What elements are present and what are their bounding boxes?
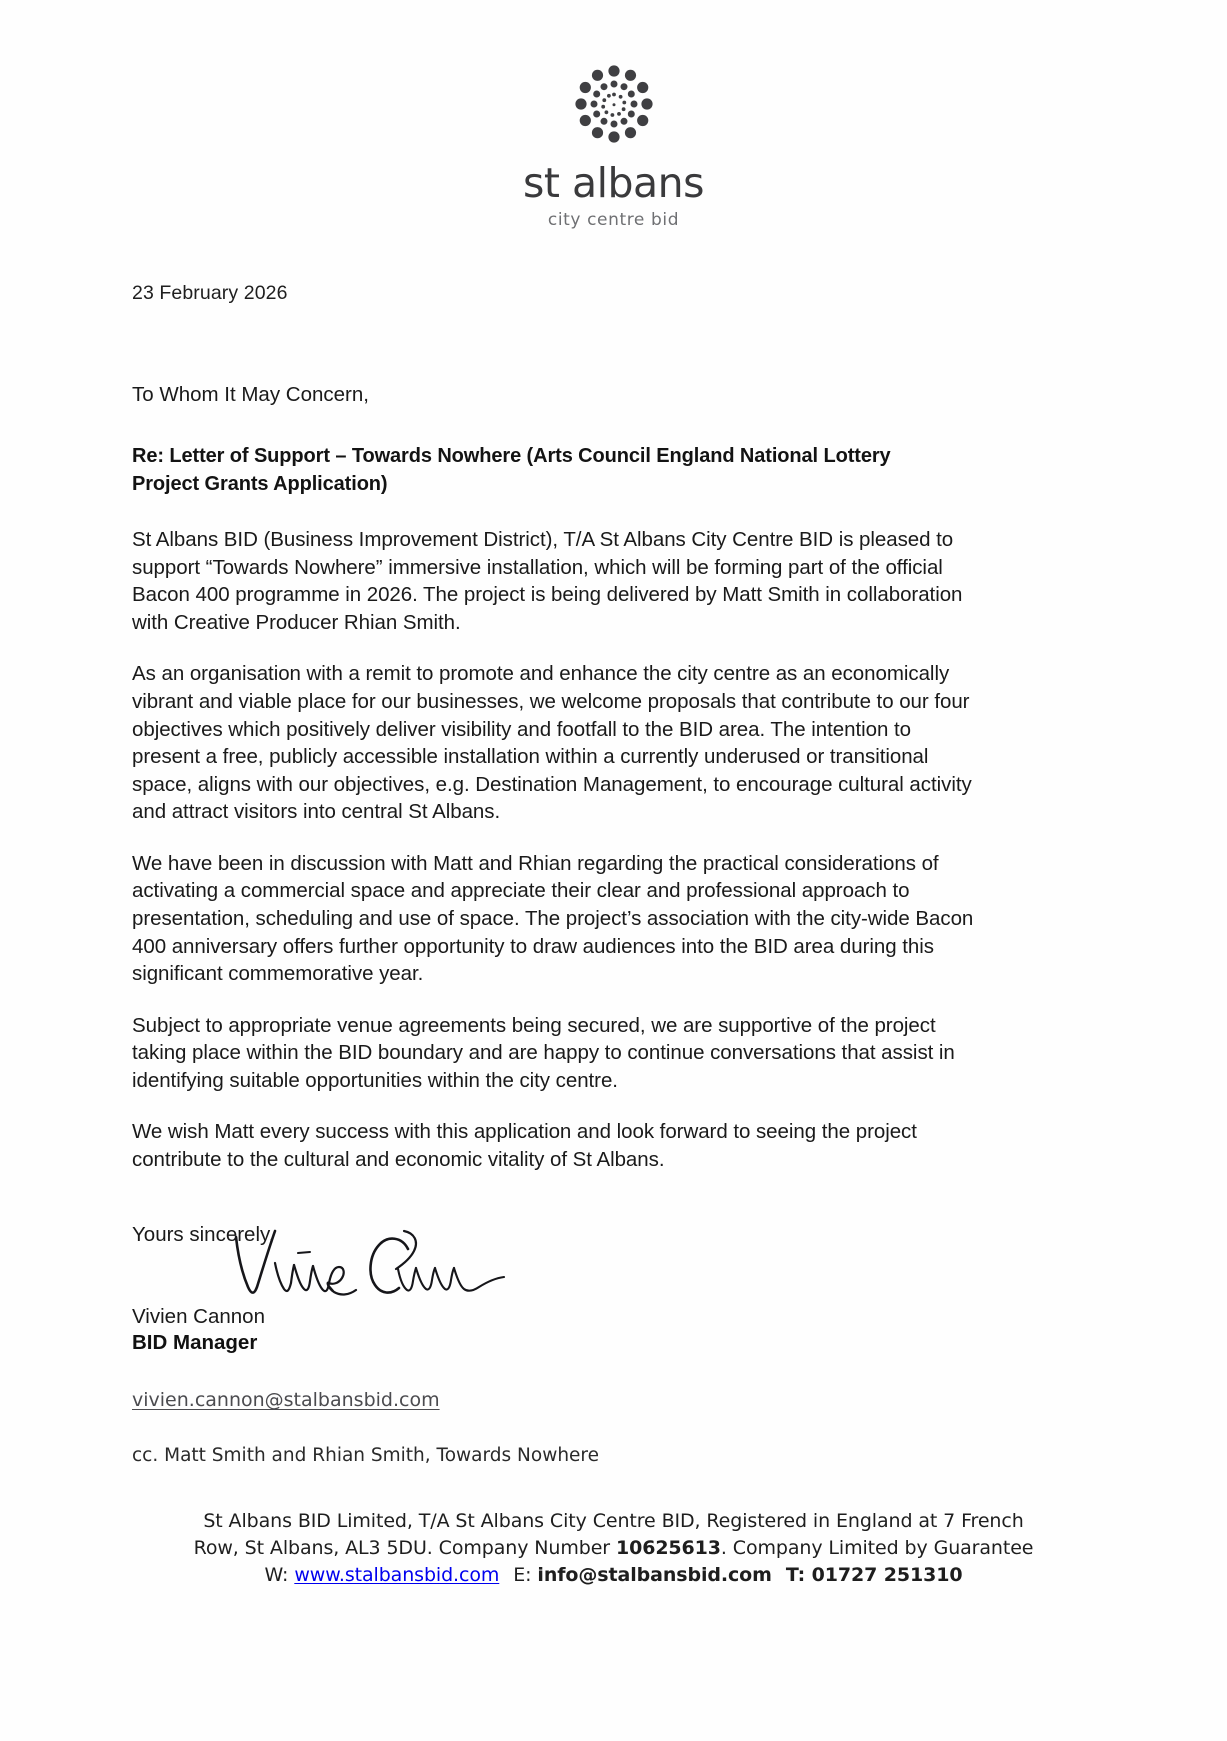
radial-dot-burst-logo-icon — [558, 58, 670, 154]
body-paragraph-5: We wish Matt every success with this application and look forward to seeing the project contribute to the cultural and economic vitality of St Albans. — [132, 1120, 917, 1171]
footer-company-number: 10625613 — [615, 1537, 721, 1560]
handwritten-signature-icon — [176, 1225, 506, 1313]
body-paragraph-1: St Albans BID (Business Improvement District), T/A St Albans City Centre BID is pleased to support “Towards Nowhere” immersive installation, which will be forming part of the official Bacon 400 programme in 2026. The project is being delivered by Matt Smith in collaboration with Creative Producer Rhian Smith. — [132, 528, 963, 634]
footer-phone-value: 01727 251310 — [811, 1564, 963, 1587]
logo-tagline: city centre bid — [547, 210, 680, 231]
signatory-title: BID Manager — [132, 1331, 258, 1355]
cc-line: cc. Matt Smith and Rhian Smith, Towards Nowhere — [132, 1445, 600, 1467]
footer-guarantee-text: . Company Limited by Guarantee — [720, 1537, 1034, 1560]
closing-line: Yours sincerely, — [132, 1223, 275, 1247]
signatory-email-link[interactable]: vivien.cannon@stalbansbid.com — [132, 1389, 440, 1412]
letterhead — [0, 0, 1227, 230]
logo-wordmark: st albans — [523, 159, 704, 207]
footer-email-value[interactable]: info@stalbansbid.com — [537, 1564, 772, 1587]
footer-registration-text: Row, St Albans, AL3 5DU. Company Number — [193, 1537, 616, 1560]
subject-line-2: Project Grants Application) — [132, 472, 388, 495]
body-paragraph-2: As an organisation with a remit to promote and enhance the city centre as an economically vibrant and viable place for our businesses, we welcome proposals that contribute to our four objectives which positively deliver visibility and footfall to the BID area. The intention to present a free, publicly accessible installation within a currently underused or transitional space, aligns with our objectives, e.g. Destination Management, to encourage cultural activity and attract visitors into central St Albans. — [132, 662, 972, 824]
footer-line-1: St Albans BID Limited, T/A St Albans City Centre BID, Registered in England at 7 French — [203, 1510, 1024, 1533]
signatory-name: Vivien Cannon — [132, 1305, 265, 1329]
subject-line-1: Re: Letter of Support – Towards Nowhere (Arts Council England National Lottery — [132, 445, 891, 468]
salutation: To Whom It May Concern, — [132, 383, 369, 407]
footer-website-link[interactable]: www.stalbansbid.com — [294, 1564, 500, 1587]
footer-line-2 — [110, 1535, 1117, 1562]
footer-contact-line — [110, 1562, 1117, 1589]
page-footer — [0, 1508, 1227, 1589]
letter-date: 23 February 2026 — [132, 282, 288, 305]
signature-block — [176, 1225, 1095, 1309]
body-paragraph-3: We have been in discussion with Matt and Rhian regarding the practical considerations of activating a commercial space and appreciate their clear and professional approach to presentation, scheduling and use of space. The project’s association with the city-wide Bacon 400 anniversary offers further opportunity to draw audiences into the BID area during this significant commemorative year. — [132, 851, 974, 986]
footer-phone-label: T: — [785, 1564, 812, 1587]
body-paragraph-4: Subject to appropriate venue agreements being secured, we are supportive of the project taking place within the BID boundary and are happy to continue conversations that assist in identifying suitable opportunities within the city centre. — [132, 1013, 955, 1092]
footer-email-label: E: — [513, 1564, 538, 1587]
footer-web-label: W: — [264, 1564, 295, 1587]
subject-heading — [132, 443, 962, 498]
letter-body — [132, 230, 1095, 1466]
